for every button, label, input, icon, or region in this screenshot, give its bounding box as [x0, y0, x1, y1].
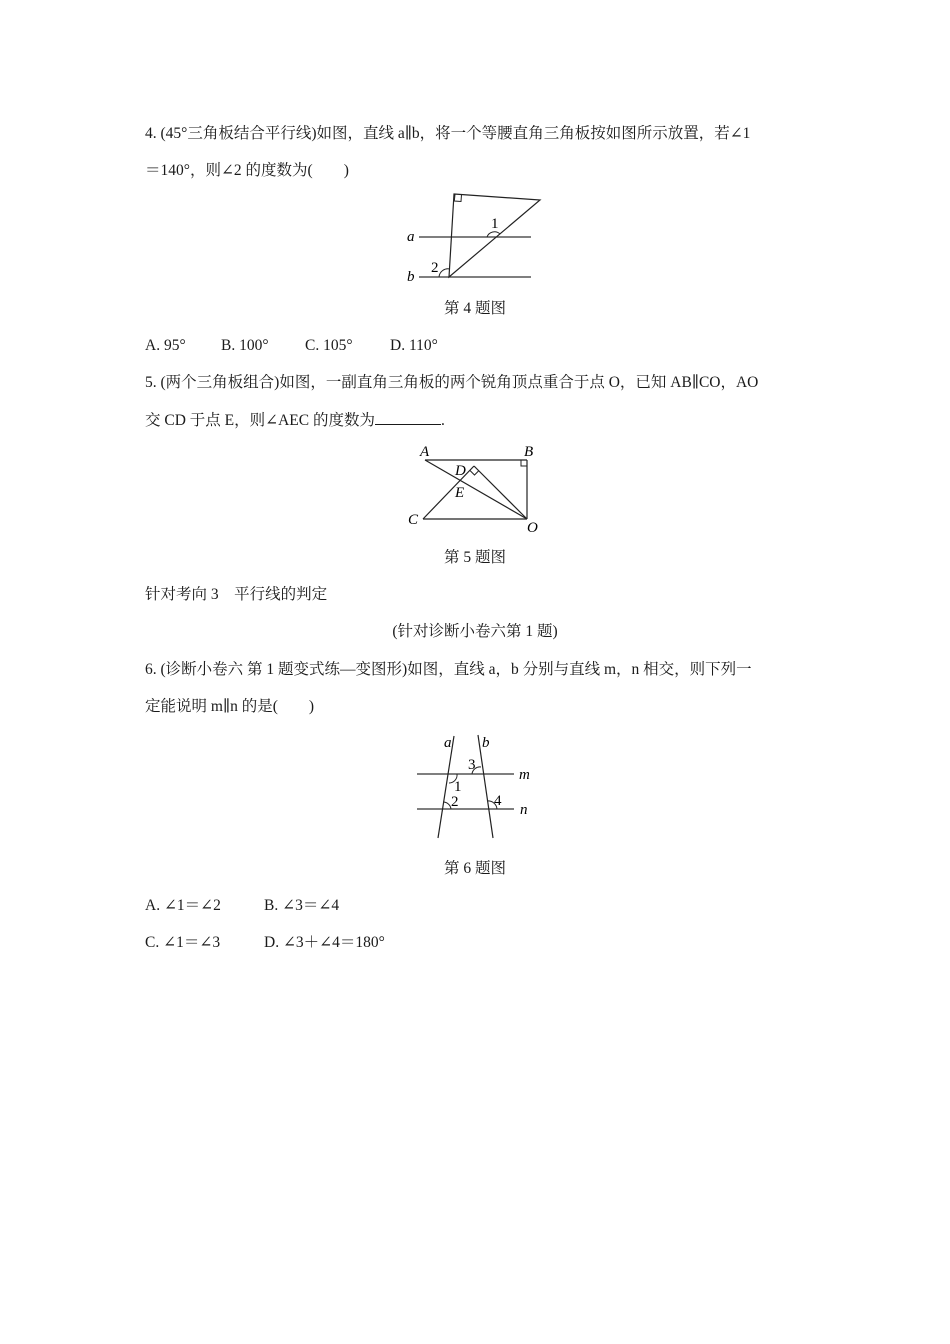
- q5-stem-line2: [145, 410, 445, 431]
- q6-stem-line2: 定能说明 m∥n 的是( ): [145, 698, 315, 715]
- q5-answer-blank[interactable]: [375, 410, 441, 425]
- q4-stem-line2: ＝140°，则∠2 的度数为( ): [145, 162, 349, 179]
- right-angle-mark-B: [521, 460, 527, 466]
- label-D: D: [455, 463, 466, 479]
- q4-figure: [395, 185, 555, 290]
- q6-options-row1: [145, 896, 339, 916]
- right-angle-mark-D: [470, 471, 479, 476]
- label-a: a: [407, 229, 415, 245]
- q6-figure: [405, 725, 545, 845]
- q4-option-a[interactable]: A. 95°: [145, 337, 186, 354]
- q5-stem-line1: 5. (两个三角板组合)如图，一副直角三角板的两个锐角顶点重合于点 O，已知 AB∥CO，AO: [145, 374, 759, 391]
- line-a: [438, 736, 454, 838]
- label-angle3: 3: [468, 757, 476, 773]
- q5-figure: [400, 440, 550, 535]
- label-C: C: [408, 512, 419, 528]
- q4-figure-caption: 第 4 题图: [443, 300, 506, 317]
- q4-option-c[interactable]: C. 105°: [305, 337, 353, 354]
- label-b: b: [407, 269, 415, 285]
- q5-figure-caption: 第 5 题图: [443, 549, 506, 566]
- angle2-arc: [439, 269, 450, 277]
- label-m: m: [519, 767, 530, 783]
- q5-stem-line2-text: 交 CD 于点 E，则∠AEC 的度数为: [145, 412, 375, 429]
- q6-figure-caption: 第 6 题图: [443, 860, 506, 877]
- q4-options: [145, 336, 438, 356]
- q6-stem-line1: 6. (诊断小卷六 第 1 题变式练—变图形)如图，直线 a，b 分别与直线 m，n 相交，则下列一: [145, 661, 752, 678]
- label-n: n: [520, 802, 528, 818]
- q6-option-a[interactable]: A. ∠1＝∠2: [145, 897, 221, 914]
- q4-option-d[interactable]: D. 110°: [390, 337, 438, 354]
- label-O: O: [527, 520, 538, 535]
- label-B: B: [524, 444, 534, 460]
- section-subheading: (针对诊断小卷六第 1 题): [392, 623, 558, 640]
- q4-option-b[interactable]: B. 100°: [221, 337, 269, 354]
- q4-stem-line1: 4. (45°三角板结合平行线)如图，直线 a∥b，将一个等腰直角三角板按如图所示放置，若∠1: [145, 125, 751, 142]
- q6-option-d[interactable]: D. ∠3＋∠4＝180°: [264, 934, 385, 951]
- q5-stem-line2-end: .: [441, 412, 445, 429]
- label-angle1: 1: [491, 216, 499, 232]
- label-E: E: [455, 485, 465, 501]
- q6-option-c[interactable]: C. ∠1＝∠3: [145, 934, 221, 951]
- section-heading: 针对考向 3 平行线的判定: [145, 586, 328, 603]
- right-isosceles-triangle: [449, 194, 540, 277]
- label-angle2: 2: [451, 794, 459, 810]
- right-angle-mark: [454, 195, 461, 202]
- label-a: a: [444, 735, 452, 751]
- label-A: A: [420, 444, 430, 460]
- label-angle2: 2: [431, 260, 439, 276]
- angle2-arc: [443, 802, 451, 809]
- segment-AO: [425, 460, 527, 519]
- label-angle1: 1: [454, 779, 462, 795]
- label-angle4: 4: [494, 793, 502, 809]
- label-b: b: [482, 735, 490, 751]
- q6-option-b[interactable]: B. ∠3＝∠4: [264, 897, 340, 914]
- q6-options-row2: [145, 933, 385, 953]
